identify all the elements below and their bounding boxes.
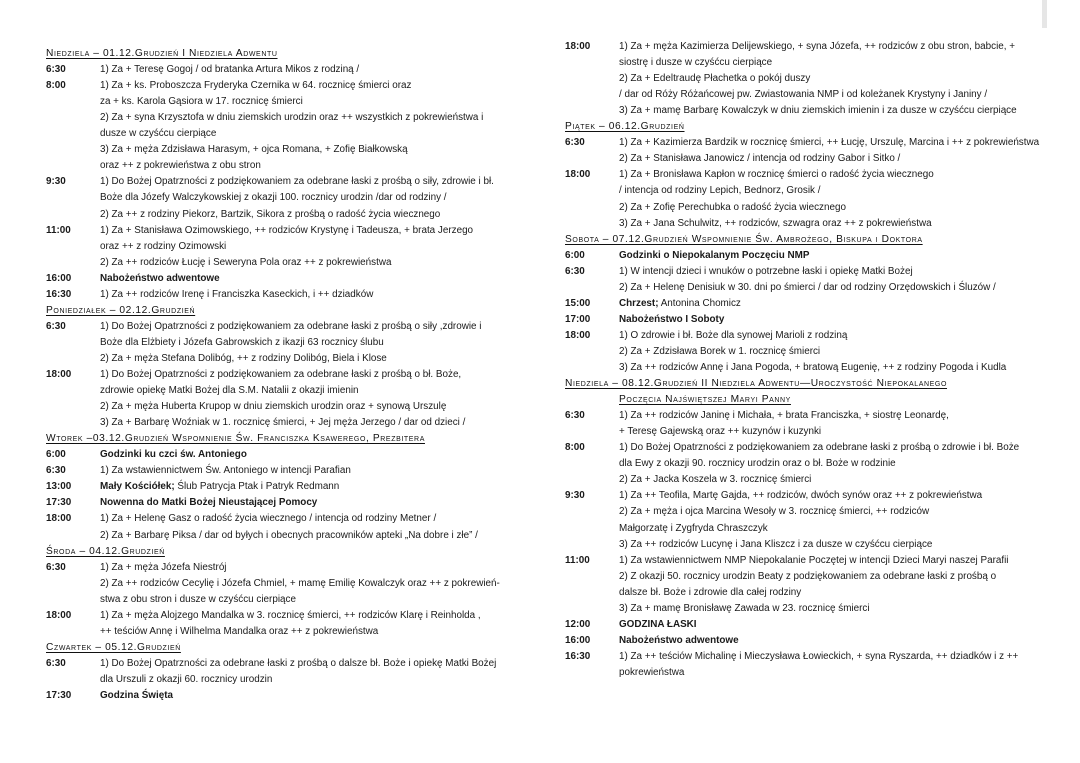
mass-intention-line xyxy=(46,560,518,576)
mass-intention-line xyxy=(565,617,1040,633)
mass-intention-line xyxy=(46,207,518,223)
mass-intention-line xyxy=(565,472,1040,488)
intention-text: 1) Za + Kazimierza Bardzik w rocznicę śmierci, ++ Łucję, Urszulę, Marcina i ++ z pokrewieństwa xyxy=(619,137,1040,149)
mass-intention-line xyxy=(565,167,1040,183)
mass-intention-line xyxy=(46,351,518,367)
intention-text: 2) Za + Jacka Koszela w 3. rocznicę śmierci xyxy=(619,474,812,486)
day-heading: Piątek – 06.12.Grudzień xyxy=(565,121,685,133)
intention-text: Chrzest; Antonina Chomicz xyxy=(619,297,741,309)
mass-intention-line xyxy=(565,183,1040,199)
mass-intention-line xyxy=(565,248,1040,264)
mass-intention-line xyxy=(46,463,518,479)
day-heading: Poniedziałek – 02.12.Grudzień xyxy=(46,304,196,316)
intention-text: Godzina Święta xyxy=(100,690,173,701)
intention-text: 1) Za + Teresę Gogoj / od bratanka Artura Mikos z rodziną / xyxy=(100,64,360,76)
intention-text: 1) Za ++ rodziców Janinę i Michała, + brata Franciszka, + siostrę Leonardę, xyxy=(619,410,949,422)
mass-time: 18:00 xyxy=(565,169,591,181)
mass-time: 6:30 xyxy=(565,410,585,422)
mass-time: 6:00 xyxy=(565,249,585,261)
mass-intention-line xyxy=(46,367,518,383)
intention-text: dalsze bł. Boże i zdrowie dla całej rodziny xyxy=(619,586,802,598)
mass-intention-line xyxy=(565,649,1040,665)
mass-intention-line xyxy=(565,135,1040,151)
mass-time: 6:30 xyxy=(565,137,585,149)
intention-text: 2) Za ++ z rodziny Piekorz, Bartzik, Sikora z prośbą o radość życia wiecznego xyxy=(100,208,441,220)
mass-intention-line xyxy=(46,672,518,688)
mass-time: 11:00 xyxy=(565,554,590,566)
mass-intention-line xyxy=(565,264,1040,280)
mass-time: 6:30 xyxy=(565,265,585,277)
intention-text: 2) Z okazji 50. rocznicy urodzin Beaty z podziękowaniem za odebrane łaski z prośbą o xyxy=(619,570,997,582)
mass-intention-line xyxy=(565,585,1040,601)
mass-intention-line xyxy=(46,415,518,431)
mass-intention-line xyxy=(46,511,518,527)
intention-text: 2) Za + Zofię Perechubka o radość życia wiecznego xyxy=(619,201,846,213)
mass-intention-line xyxy=(46,239,518,255)
mass-intention-line xyxy=(46,174,518,190)
intention-text: siostrę i dusze w czyśćcu cierpiące xyxy=(619,57,773,69)
mass-intention-line xyxy=(565,424,1040,440)
mass-intention-line xyxy=(565,344,1040,360)
intention-text: oraz ++ z rodziny Ozimowski xyxy=(100,240,227,252)
intention-text: GODZINA ŁASKI xyxy=(619,618,697,630)
intention-text: 1) Za + Helenę Gasz o radość życia wiecznego / intencja od rodziny Metner / xyxy=(100,513,437,525)
mass-time: 9:30 xyxy=(46,176,66,188)
mass-time: 16:00 xyxy=(565,634,591,646)
intention-text: ++ teściów Annę i Wilhelma Mandalka oraz ++ z pokrewieństwa xyxy=(100,625,379,637)
mass-intention-line xyxy=(46,110,518,126)
intention-text: Boże dla Józefy Walczykowskiej z okazji 100. rocznicy urodzin /dar od rodziny / xyxy=(100,192,447,204)
mass-intention-line xyxy=(565,216,1040,232)
mass-time: 6:30 xyxy=(46,465,66,477)
intention-text: 3) Za + Jana Schulwitz, ++ rodziców, szwagra oraz ++ z pokrewieństwa xyxy=(619,217,932,229)
mass-intention-line xyxy=(46,94,518,110)
intention-text: 1) Za wstawiennictwem Św. Antoniego w intencji Parafian xyxy=(100,465,351,477)
mass-intention-line xyxy=(565,280,1040,296)
day-heading: Poczęcia Najświętszej Maryi Panny xyxy=(619,394,791,406)
intention-text: 2) Za + syna Krzysztofa w dniu ziemskich urodzin oraz ++ wszystkich z pokrewieństwa i xyxy=(100,112,484,124)
mass-intention-line xyxy=(46,688,518,704)
intention-text: stwa z obu stron i dusze w czyśćcu cierpiące xyxy=(100,593,296,605)
mass-time: 6:00 xyxy=(46,449,66,461)
mass-intention-line xyxy=(565,537,1040,553)
mass-intention-line xyxy=(565,71,1040,87)
intention-text: 1) Za + Stanisława Ozimowskiego, ++ rodziców Krystynę i Tadeusza, + brata Jerzego xyxy=(100,224,474,236)
mass-intention-line xyxy=(565,665,1040,681)
mass-intention-line xyxy=(46,656,518,672)
mass-time: 16:00 xyxy=(46,272,72,284)
mass-intention-line xyxy=(46,608,518,624)
mass-intention-line xyxy=(46,399,518,415)
intention-text: 2) Za + Zdzisława Borek w 1. rocznicę śmierci xyxy=(619,345,821,357)
intention-text: Godzinki ku czci św. Antoniego xyxy=(100,449,247,461)
intention-text: 1) Do Bożej Opatrzności z podziękowaniem za odebrane łaski z prośbą o bł. Boże, xyxy=(100,369,462,380)
mass-intention-line xyxy=(46,271,518,287)
mass-intention-line xyxy=(565,328,1040,344)
mass-intention-line xyxy=(565,39,1040,55)
mass-time: 9:30 xyxy=(565,490,585,502)
mass-intention-line xyxy=(565,55,1040,71)
day-heading: Sobota – 07.12.Grudzień Wspomnienie Św. Ambrożego, Biskupa i Doktora xyxy=(565,233,923,245)
intention-text: 1) Do Bożej Opatrzności z podziękowaniem za odebrane łaski z prośbą o siły ,zdrowie i xyxy=(100,320,482,332)
day-heading: Czwartek – 05.12.Grudzień xyxy=(46,641,181,653)
mass-time: 17:30 xyxy=(46,690,72,701)
mass-intention-line xyxy=(565,440,1040,456)
mass-time: 16:30 xyxy=(565,650,591,662)
intention-text: Mały Kościółek; Ślub Patrycja Ptak i Patryk Redmann xyxy=(100,481,340,493)
intention-text: 3) Za + Barbarę Woźniak w 1. rocznicę śmierci, + Jej męża Jerzego / dar od dzieci / xyxy=(100,417,466,429)
intention-text: 3) Za ++ rodziców Lucynę i Jana Kliszcz i za dusze w czyśćcu cierpiące xyxy=(619,538,933,550)
mass-time: 18:00 xyxy=(565,41,591,52)
day-heading: Wtorek –03.12.Grudzień Wspomnienie Św. Franciszka Ksawerego, Prezbitera xyxy=(46,433,425,445)
mass-intention-line xyxy=(565,312,1040,328)
mass-intention-line xyxy=(565,569,1040,585)
day-heading: Niedziela – 01.12.Grudzień I Niedziela Adwentu xyxy=(46,48,278,59)
mass-intention-line xyxy=(46,383,518,399)
mass-intention-line xyxy=(565,103,1040,119)
intention-text: 1) Do Bożej Opatrzności z podziękowaniem za odebrane łaski z prośbą o zdrowie i bł. Boże xyxy=(619,442,1020,454)
mass-intention-line xyxy=(46,190,518,206)
intention-text: 2) Za + Barbarę Piksa / dar od byłych i obecnych pracowników apteki „Na dobre i złe” / xyxy=(100,529,478,541)
intention-text: 1) Za ++ Teofila, Martę Gajda, ++ rodziców, dwóch synów oraz ++ z pokrewieństwa xyxy=(619,490,983,502)
intention-text: 2) Za + Stanisława Janowicz / intencja od rodziny Gabor i Sitko / xyxy=(619,153,901,165)
intention-text: Godzinki o Niepokalanym Poczęciu NMP xyxy=(619,249,810,261)
mass-intention-line xyxy=(46,335,518,351)
intention-text: pokrewieństwa xyxy=(619,666,685,678)
mass-intention-line xyxy=(565,488,1040,504)
intention-text: 1) Do Bożej Opatrzności z podziękowaniem za odebrane łaski z prośbą o siły, zdrowie i bł. xyxy=(100,176,494,188)
mass-intention-line xyxy=(46,126,518,142)
intention-text: zdrowie opiekę Matki Bożej dla S.M. Natalii z okazji imienin xyxy=(100,385,359,397)
intention-text: 3) Za + męża Zdzisława Harasym, + ojca Romana, + Zofię Białkowską xyxy=(100,144,408,156)
day-heading: Niedziela – 08.12.Grudzień II Niedziela Adwentu—Uroczystość Niepokalanego xyxy=(565,378,948,390)
mass-time: 18:00 xyxy=(565,329,591,341)
mass-time: 8:00 xyxy=(565,442,585,454)
mass-intention-line xyxy=(565,521,1040,537)
intention-text: 1) Za + męża Alojzego Mandalka w 3. rocznicę śmierci, ++ rodziców Klarę i Reinholda , xyxy=(100,609,481,621)
intention-text: 3) Za + mamę Barbarę Kowalczyk w dniu ziemskich imienin i za dusze w czyśćcu cierpiące xyxy=(619,105,1017,117)
intention-text: Nabożeństwo adwentowe xyxy=(100,272,220,284)
mass-time: 18:00 xyxy=(46,369,72,380)
mass-intention-line xyxy=(46,576,518,592)
scrollbar-edge xyxy=(1042,0,1047,28)
intention-text: Nabożeństwo I Soboty xyxy=(619,313,725,325)
intention-text: 1) Za + ks. Proboszcza Fryderyka Czernika w 64. rocznicę śmierci oraz xyxy=(100,80,412,92)
mass-intention-line xyxy=(46,479,518,495)
mass-time: 15:00 xyxy=(565,297,591,309)
intention-text: 1) Za ++ teściów Michalinę i Mieczysława Łowieckich, + syna Ryszarda, ++ dziadków i z ++ xyxy=(619,650,1019,662)
intention-text: 1) O zdrowie i bł. Boże dla synowej Marioli z rodziną xyxy=(619,329,848,341)
mass-time: 17:00 xyxy=(565,313,591,325)
intention-text: 1) W intencji dzieci i wnuków o potrzebne łaski i opiekę Matki Bożej xyxy=(619,265,913,277)
intention-text: Małgorzatę i Zygfryda Chraszczyk xyxy=(619,522,768,534)
intention-text: + Teresę Gajewską oraz ++ kuzynów i kuzynki xyxy=(619,426,822,438)
mass-intention-line xyxy=(565,456,1040,472)
intention-text: 2) Za + Edeltraudę Płachetka o pokój duszy xyxy=(619,73,811,85)
intention-text: Boże dla Elżbiety i Józefa Gabrowskich z ikazji 63 rocznicy ślubu xyxy=(100,336,384,348)
mass-time: 11:00 xyxy=(46,224,71,236)
intention-text: 1) Za wstawiennictwem NMP Niepokalanie Poczętej w intencji Dzieci Maryi naszej Parafii xyxy=(619,554,1009,566)
mass-intention-line xyxy=(565,601,1040,617)
mass-intention-line xyxy=(46,319,518,335)
intention-text: 1) Do Bożej Opatrzności za odebrane łaski z prośbą o dalsze bł. Boże i opiekę Matki Bożej xyxy=(100,657,497,669)
intention-text: 2) Za ++ rodziców Cecylię i Józefa Chmiel, + mamę Emilię Kowalczyk oraz ++ z pokrewień- xyxy=(100,577,500,589)
mass-intention-line xyxy=(565,504,1040,520)
intention-text: 2) Za + męża Huberta Krupop w dniu ziemskich urodzin oraz + synową Urszulę xyxy=(100,401,447,413)
mass-intention-line xyxy=(565,408,1040,424)
intention-text: 2) Za ++ rodziców Łucję i Seweryna Pola oraz ++ z pokrewieństwa xyxy=(100,256,392,268)
mass-intention-line xyxy=(46,624,518,640)
mass-intention-line xyxy=(46,78,518,94)
intention-text: 1) Za + męża Kazimierza Delijewskiego, + syna Józefa, ++ rodziców z obu stron, babcie, + xyxy=(619,41,1016,52)
mass-intention-line xyxy=(565,633,1040,649)
mass-intention-line xyxy=(46,158,518,174)
mass-intention-line xyxy=(46,495,518,511)
mass-time: 6:30 xyxy=(46,657,66,669)
mass-time: 8:00 xyxy=(46,80,66,92)
mass-time: 16:30 xyxy=(46,288,72,300)
mass-intention-line xyxy=(46,528,518,544)
mass-intention-line xyxy=(565,87,1040,103)
intention-text: dla Urszuli z okazji 60. rocznicy urodzin xyxy=(100,673,273,685)
mass-intention-line xyxy=(46,62,518,78)
mass-intention-line xyxy=(565,200,1040,216)
intention-text: / dar od Róży Różańcowej pw. Zwiastowania NMP i od koleżanek Krystyny i Janiny / xyxy=(619,89,988,101)
intention-text: 2) Za + męża i ojca Marcina Wesoły w 3. rocznicę śmierci, ++ rodziców xyxy=(619,506,930,518)
intention-text: 3) Za ++ rodziców Annę i Jana Pogoda, + bratową Eugenię, ++ z rodziny Pogoda i Kudla xyxy=(619,362,1007,373)
mass-time: 17:30 xyxy=(46,497,72,509)
mass-time: 18:00 xyxy=(46,513,72,525)
intention-text: 1) Za + Bronisława Kapłon w rocznicę śmierci o radość życia wiecznego xyxy=(619,169,934,181)
mass-intention-line xyxy=(565,296,1040,312)
mass-intention-line xyxy=(46,255,518,271)
intention-text: dla Ewy z okazji 90. rocznicy urodzin oraz o bł. Boże w rodzinie xyxy=(619,458,896,470)
mass-intention-line xyxy=(565,553,1040,569)
intention-text: 1) Za + męża Józefa Niestrój xyxy=(100,561,227,573)
mass-time: 6:30 xyxy=(46,320,66,332)
intention-text: 1) Za ++ rodziców Irenę i Franciszka Kaseckich, i ++ dziadków xyxy=(100,288,374,300)
mass-intention-line xyxy=(46,223,518,239)
intention-text: Nowenna do Matki Bożej Nieustającej Pomocy xyxy=(100,497,318,509)
mass-intention-line xyxy=(46,287,518,303)
intention-text: 2) Za + męża Stefana Dolibóg, ++ z rodziny Dolibóg, Biela i Klose xyxy=(100,352,387,364)
intention-text: Nabożeństwo adwentowe xyxy=(619,634,739,646)
intention-text: 2) Za + Helenę Denisiuk w 30. dni po śmierci / dar od rodziny Orzędowskich i Śluzów / xyxy=(619,281,996,293)
mass-intention-line xyxy=(46,447,518,463)
intention-text: 3) Za + mamę Bronisławę Zawada w 23. rocznicę śmierci xyxy=(619,602,870,614)
intention-text: dusze w czyśćcu cierpiące xyxy=(100,128,217,140)
mass-intention-line xyxy=(46,142,518,158)
mass-time: 18:00 xyxy=(46,609,72,621)
mass-intention-line xyxy=(565,360,1040,376)
mass-time: 6:30 xyxy=(46,561,66,573)
intention-text: za + ks. Karola Gąsiora w 17. rocznicę śmierci xyxy=(100,96,303,108)
intention-text: oraz ++ z pokrewieństwa z obu stron xyxy=(100,160,261,172)
day-heading: Środa – 04.12.Grudzień xyxy=(46,545,165,557)
mass-time: 12:00 xyxy=(565,618,591,630)
mass-intention-line xyxy=(565,151,1040,167)
intention-text: / intencja od rodziny Lepich, Bednorz, Grosik / xyxy=(619,185,821,197)
mass-intention-line xyxy=(46,592,518,608)
mass-time: 6:30 xyxy=(46,64,66,76)
mass-time: 13:00 xyxy=(46,481,72,493)
